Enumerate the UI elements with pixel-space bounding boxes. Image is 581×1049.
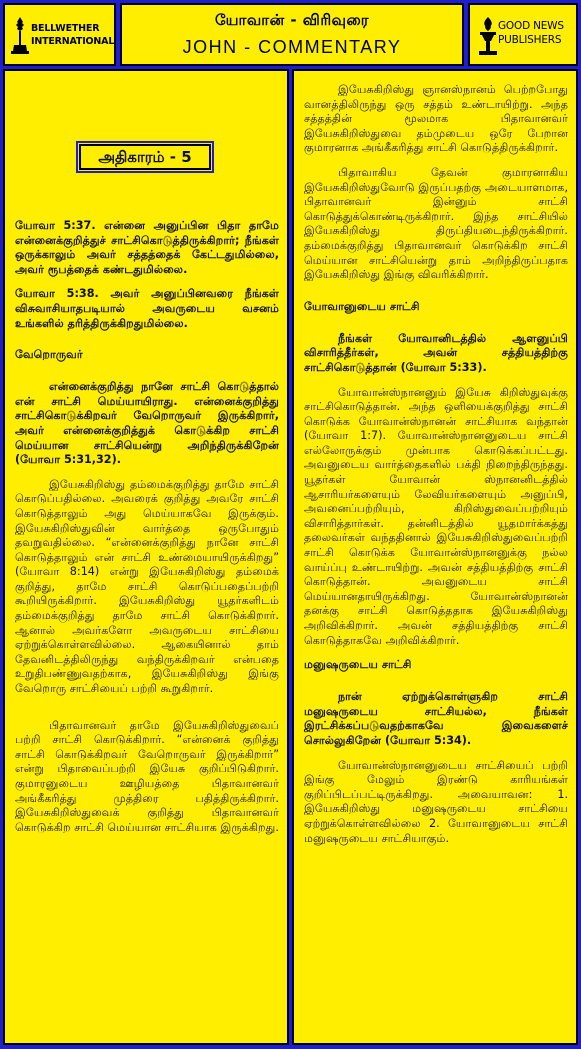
page-header (3, 3, 578, 66)
section-heading-another: வேறொருவர் (15, 348, 83, 362)
right-column (292, 69, 578, 1045)
left-content (15, 219, 279, 835)
logo-line-1: BELLWETHER (31, 23, 100, 34)
right-content (304, 83, 568, 846)
section-heading-human-witness: மனுஷருடைய சாட்சி (304, 658, 412, 672)
title-english: JOHN - COMMENTARY (182, 37, 402, 57)
title-tamil: யோவான் - விரிவுரை (215, 11, 369, 29)
bellwether-logo (11, 15, 115, 57)
torch-icon (476, 15, 500, 57)
paragraph-father-with-son: பிதாவாகிய தேவன் குமாரனாகிய இயேசுகிறிஸ்துவோடு இருப்பதற்கு அடையாளமாக, பிதாவானவர் இன்னும் சாட்சி கொடுத்துக்கொண்டிருக்கிறார். இந்த சாட்சியில் இயேசுகிறிஸ்து திருப்தியடைந்திருக்கிறார். தம்மைக்குறித்து பிதாவானவர் கொடுக்கிற சாட்சி மெய்யான சாட்சியென்று தாம் அறிந்திருப்பதாக இயேசுகிறிஸ்து இங்கு விவரிக்கிறார். (304, 165, 568, 282)
paragraph-self-witness: இயேசுகிறிஸ்து தம்மைக்குறித்து தாமே சாட்சி கொடுப்பதில்லை. அவரைக் குறித்து அவரே சாட்சி கொடுத்தாலும் அது மெய்யாகவே இருக்கும். இயேசுகிறிஸ்துவின் வார்த்தை ஒருபோதும் தவறுவதில்லை. “என்னைக்குறித்து நானே சாட்சி கொடுத்தாலும் என் சாட்சி உண்மையாயிருக்கிறது” (யோவா 8:14) என்று இயேசுகிறிஸ்து தம்மைக் குறித்து, தாமே சாட்சி கொடுப்பதைப்பற்றி கூறியிருக்கிறார். இயேசுகிறிஸ்து யூதர்களிடம் தம்மைக்குறித்து தாமே சாட்சி கொடுக்கிறார். ஆனால் அவர்களோ அவருடைய சாட்சியை ஏற்றுக்கொள்ளவில்லை. ஆகையினால் தாம் தேவனிடத்திலிருந்து வந்திருக்கிறவர் என்பதை உறுதிபண்ணுவதற்காக, இயேசுகிறிஸ்து இங்கு வேறொரு சாட்சியைப் பற்றி கூறுகிறார். (15, 477, 279, 696)
section-heading-john-witness: யோவானுடைய சாட்சி (304, 299, 420, 313)
verse-5-37: யோவா 5:37. என்னை அனுப்பின பிதா தாமே என்னைக்குறித்துச் சாட்சிகொடுத்திருக்கிறார்; நீங்கள் ஒருக்காலும் அவர் சத்தத்தைக் கேட்டதுமில்லை, அவர் ரூபத்தைக் கண்டதுமில்லை. (15, 219, 279, 276)
left-column (3, 69, 289, 1045)
title-box (120, 3, 464, 66)
paragraph-baptism: இயேசுகிறிஸ்து ஞானஸ்நானம் பெற்றபோது வானத்திலிருந்து ஒரு சத்தம் உண்டாயிற்று. அந்த சத்தத்தின் மூலமாக பிதாவானவர் இயேசுகிறிஸ்துவை தம்முடைய ஒரே பேறான குமாரனாக அங்கீகரித்து சாட்சி கொடுத்திருக்கிறார். (304, 83, 568, 155)
good-news-logo-box (468, 3, 578, 66)
verse-5-33: நீங்கள் யோவானிடத்தில் ஆளனுப்பி விசாரித்தீர்கள், அவன் சத்தியத்திற்கு சாட்சிகொடுத்தான் (யோவா 5:33). (304, 331, 568, 374)
logo-line-1: GOOD NEWS (498, 20, 564, 32)
logo-line-2: INTERNATIONAL (31, 36, 115, 47)
logo-line-2: PUBLISHERS (498, 34, 562, 46)
chapter-label: அதிகாரம் - 5 (76, 141, 214, 173)
verse-5-31-32: என்னைக்குறித்து நானே சாட்சி கொடுத்தால் என் சாட்சி மெய்யாயிராது. என்னைக்குறித்து சாட்சிகொடுக்கிறவர் வேறொருவர் இருக்கிறார், அவர் என்னைக்குறித்துக் கொடுக்கிற சாட்சி மெய்யான சாட்சியென்று அறிந்திருக்கிறேன் (யோவா 5:31,32). (15, 380, 279, 467)
paragraph-two-points: யோவான்ஸ்நானனுடைய சாட்சியைப் பற்றி இங்கு மேலும் இரண்டு காரியங்கள் குறிப்பிடப்பட்டிருக்கிறது. அவையாவன: 1. இயேசுகிறிஸ்து மனுஷருடைய சாட்சியை ஏற்றுக்கொள்ளவில்லை 2. யோவானுடைய சாட்சி மனுஷருடைய சாட்சியாகும். (304, 758, 568, 845)
lamp-icon (11, 15, 29, 55)
verse-5-34: நான் ஏற்றுக்கொள்ளுகிற சாட்சி மனுஷருடைய சாட்சியல்ல, நீங்கள் இரட்சிக்கப்படுவதற்காகவே இவைகளைச் சொல்லுகிறேன் (யோவா 5:34). (304, 690, 568, 747)
verse-5-38: யோவா 5:38. அவர் அனுப்பினவரை நீங்கள் விசுவாசியாதபடியால் அவருடைய வசனம் உங்களில் தரித்திருக்கிறதுமில்லை. (15, 287, 279, 330)
paragraph-father-witness: பிதாவானவர் தாமே இயேசுகிறிஸ்துவைப் பற்றி சாட்சி கொடுக்கிறார். “என்னைக் குறித்து சாட்சி கொடுக்கிறவர் வேறொருவர் இருக்கிறார்” என்று பிதாவைப்பற்றி இயேசு குறிப்பிடுகிறார். குமாரனுடைய ஊழியத்தை பிதாவானவர் அங்கீகரித்து முத்திரை பதித்திருக்கிறார். இயேசுகிறிஸ்துவைக் குறித்து பிதாவானவர் கொடுக்கிற சாட்சி மெய்யான சாட்சியாக இருக்கிறது. (15, 718, 279, 834)
bellwether-logo-box (3, 3, 116, 66)
paragraph-john-baptist: யோவான்ஸ்நானனும் இயேசு கிறிஸ்துவுக்கு சாட்சிகொடுத்தான். அந்த ஒளியைக்குறித்து சாட்சி கொடுக்க யோவான்ஸ்நானன் சாட்சியாக வந்தான் (யோவா 1:7). யோவான்ஸ்நானனுடைய சாட்சி எல்லோருக்கும் முன்பாக கொடுக்கப்பட்டது. அவனுடைய வார்த்தைகளில் பக்தி நிறைந்திருந்தது. யூதர்கள் யோவான் ஸ்நானனிடத்தில் ஆசாரியர்களையும் லேவியர்களையும் அனுப்பி, அவனைப்பற்றியும், கிறிஸ்துவைப்பற்றியும் விசாரித்தார்கள். தன்னிடத்தில் யூதமார்க்கத்து தலைவர்கள் வந்ததினால் இயேசுகிறிஸ்துவைப்பற்றி சாட்சி கொடுக்க யோவான்ஸ்நானனுக்கு நல்ல வாய்ப்பு உண்டாயிற்று. அவன் சத்தியத்திற்கு சாட்சி கொடுத்தான். அவனுடைய சாட்சி மெய்யானதாயிருக்கிறது. யோவான்ஸ்நானன் தனக்கு சாட்சி கொடுத்ததாக இயேசுகிறிஸ்து அறிவிக்கிறார். அவன் சத்தியத்திற்கு சாட்சி கொடுத்தாகவே அறிவிக்கிறார். (304, 385, 568, 647)
good-news-logo (476, 15, 576, 57)
